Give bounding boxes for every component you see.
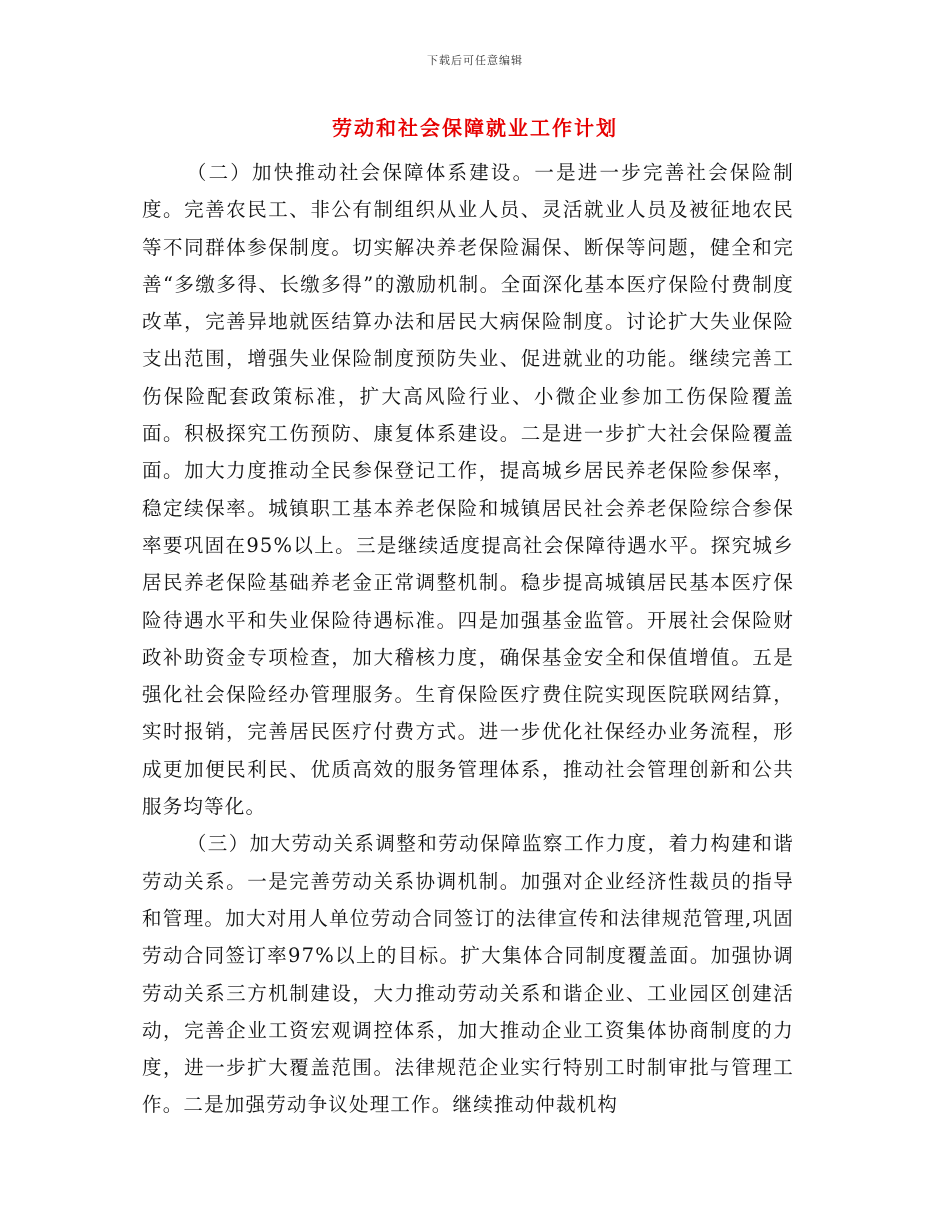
paragraph-labor-relations: （三）加大劳动关系调整和劳动保障监察工作力度，着力构建和谐劳动关系。一是完善劳动关系协调机制。加强对企业经济性裁员的指导和管理。加大对用人单位劳动合同签订的法律宣传和法律规范管理,巩固劳动合同签订率97%以上的目标。扩大集体合同制度覆盖面。加强协调劳动关系三方机制建设，大力推动劳动关系和谐企业、工业园区创建活动，完善企业工资宏观调控体系，加大推动企业工资集体协商制度的力度，进一步扩大覆盖范围。法律规范企业实行特别工时制审批与管理工作。二是加强劳动争议处理工作。继续推动仲裁机构: [142, 832, 794, 1117]
document-title: 劳动和社会保障就业工作计划: [332, 116, 618, 140]
paragraph-social-security: （二）加快推动社会保障体系建设。一是进一步完善社会保险制度。完善农民工、非公有制组织从业人员、灵活就业人员及被征地农民等不同群体参保制度。切实解决养老保险漏保、断保等问题，健全和完善“多缴多得、长缴多得”的激励机制。全面深化基本医疗保险付费制度改革，完善异地就医结算办法和居民大病保险制度。讨论扩大失业保险支出范围，增强失业保险制度预防失业、促进就业的功能。继续完善工伤保险配套政策标准，扩大高风险行业、小微企业参加工伤保险覆盖面。积极探究工伤预防、康复体系建设。二是进一步扩大社会保险覆盖面。加大力度推动全民参保登记工作，提高城乡居民养老保险参保率，稳定续保率。城镇职工基本养老保险和城镇居民社会养老保险综合参保率要巩固在95%以上。三是继续适度提高社会保障待遇水平。探究城乡居民养老保险基础养老金正常调整机制。稳步提高城镇居民基本医疗保险待遇水平和失业保险待遇标准。四是加强基金监管。开展社会保险财政补助资金专项检查，加大稽核力度，确保基金安全和保值增值。五是强化社会保险经办管理服务。生育保险医疗费住院实现医院联网结算，实时报销，完善居民医疗付费方式。进一步优化社保经办业务流程，形成更加便民利民、优质高效的服务管理体系，推动社会管理创新和公共服务均等化。: [142, 161, 794, 819]
header-note: 下载后可任意编辑: [427, 54, 523, 67]
document-body: [142, 154, 794, 1124]
